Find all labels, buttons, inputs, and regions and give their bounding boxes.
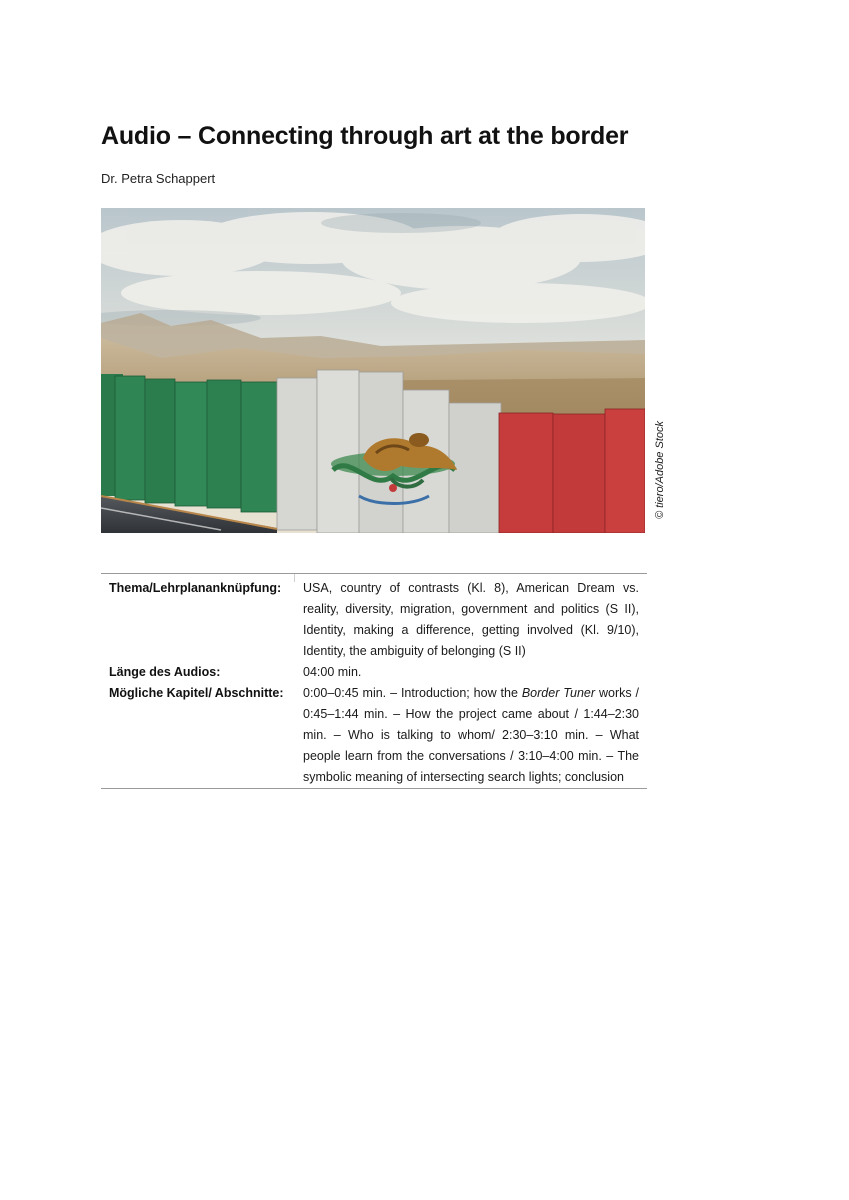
table-row [101, 683, 647, 788]
table-row [101, 662, 647, 683]
audio-length-value: 04:00 min. [303, 665, 362, 679]
chapters-value [303, 683, 639, 788]
chapters-label: Mögliche Kapitel/ Abschnitte: [109, 686, 284, 700]
info-table [101, 573, 647, 789]
chapters-text-start: 0:00–0:45 min. – Introduction; how the [303, 686, 522, 700]
column-divider [294, 574, 295, 784]
audio-length-label: Länge des Audios: [109, 665, 221, 679]
author-name: Dr. Petra Schappert [101, 171, 216, 186]
photo-credit: © tiero/Adobe Stock [654, 421, 666, 519]
topic-value: USA, country of contrasts (Kl. 8), American Dream vs. reality, diversity, migration, government and politics (S II), Identity, making a difference, getting involved (Kl. 9/10), Identity, the ambiguity of belonging (S II) [303, 581, 639, 658]
border-wall-photo [101, 208, 645, 533]
document-title: Audio – Connecting through art at the border [101, 122, 629, 150]
topic-label: Thema/Lehrplananknüpfung: [109, 581, 282, 595]
border-tuner-title: Border Tuner [521, 686, 596, 700]
table-row [101, 578, 647, 662]
chapters-text-end: works / 0:45–1:44 min. – How the project came about / 1:44–2:30 min. – Who is talking to whom/ 2:30–3:10 min. – What people learn from the conversations / 3:10–4:00 min. – The symbolic meaning of intersecting search lights; conclusion [303, 686, 640, 784]
